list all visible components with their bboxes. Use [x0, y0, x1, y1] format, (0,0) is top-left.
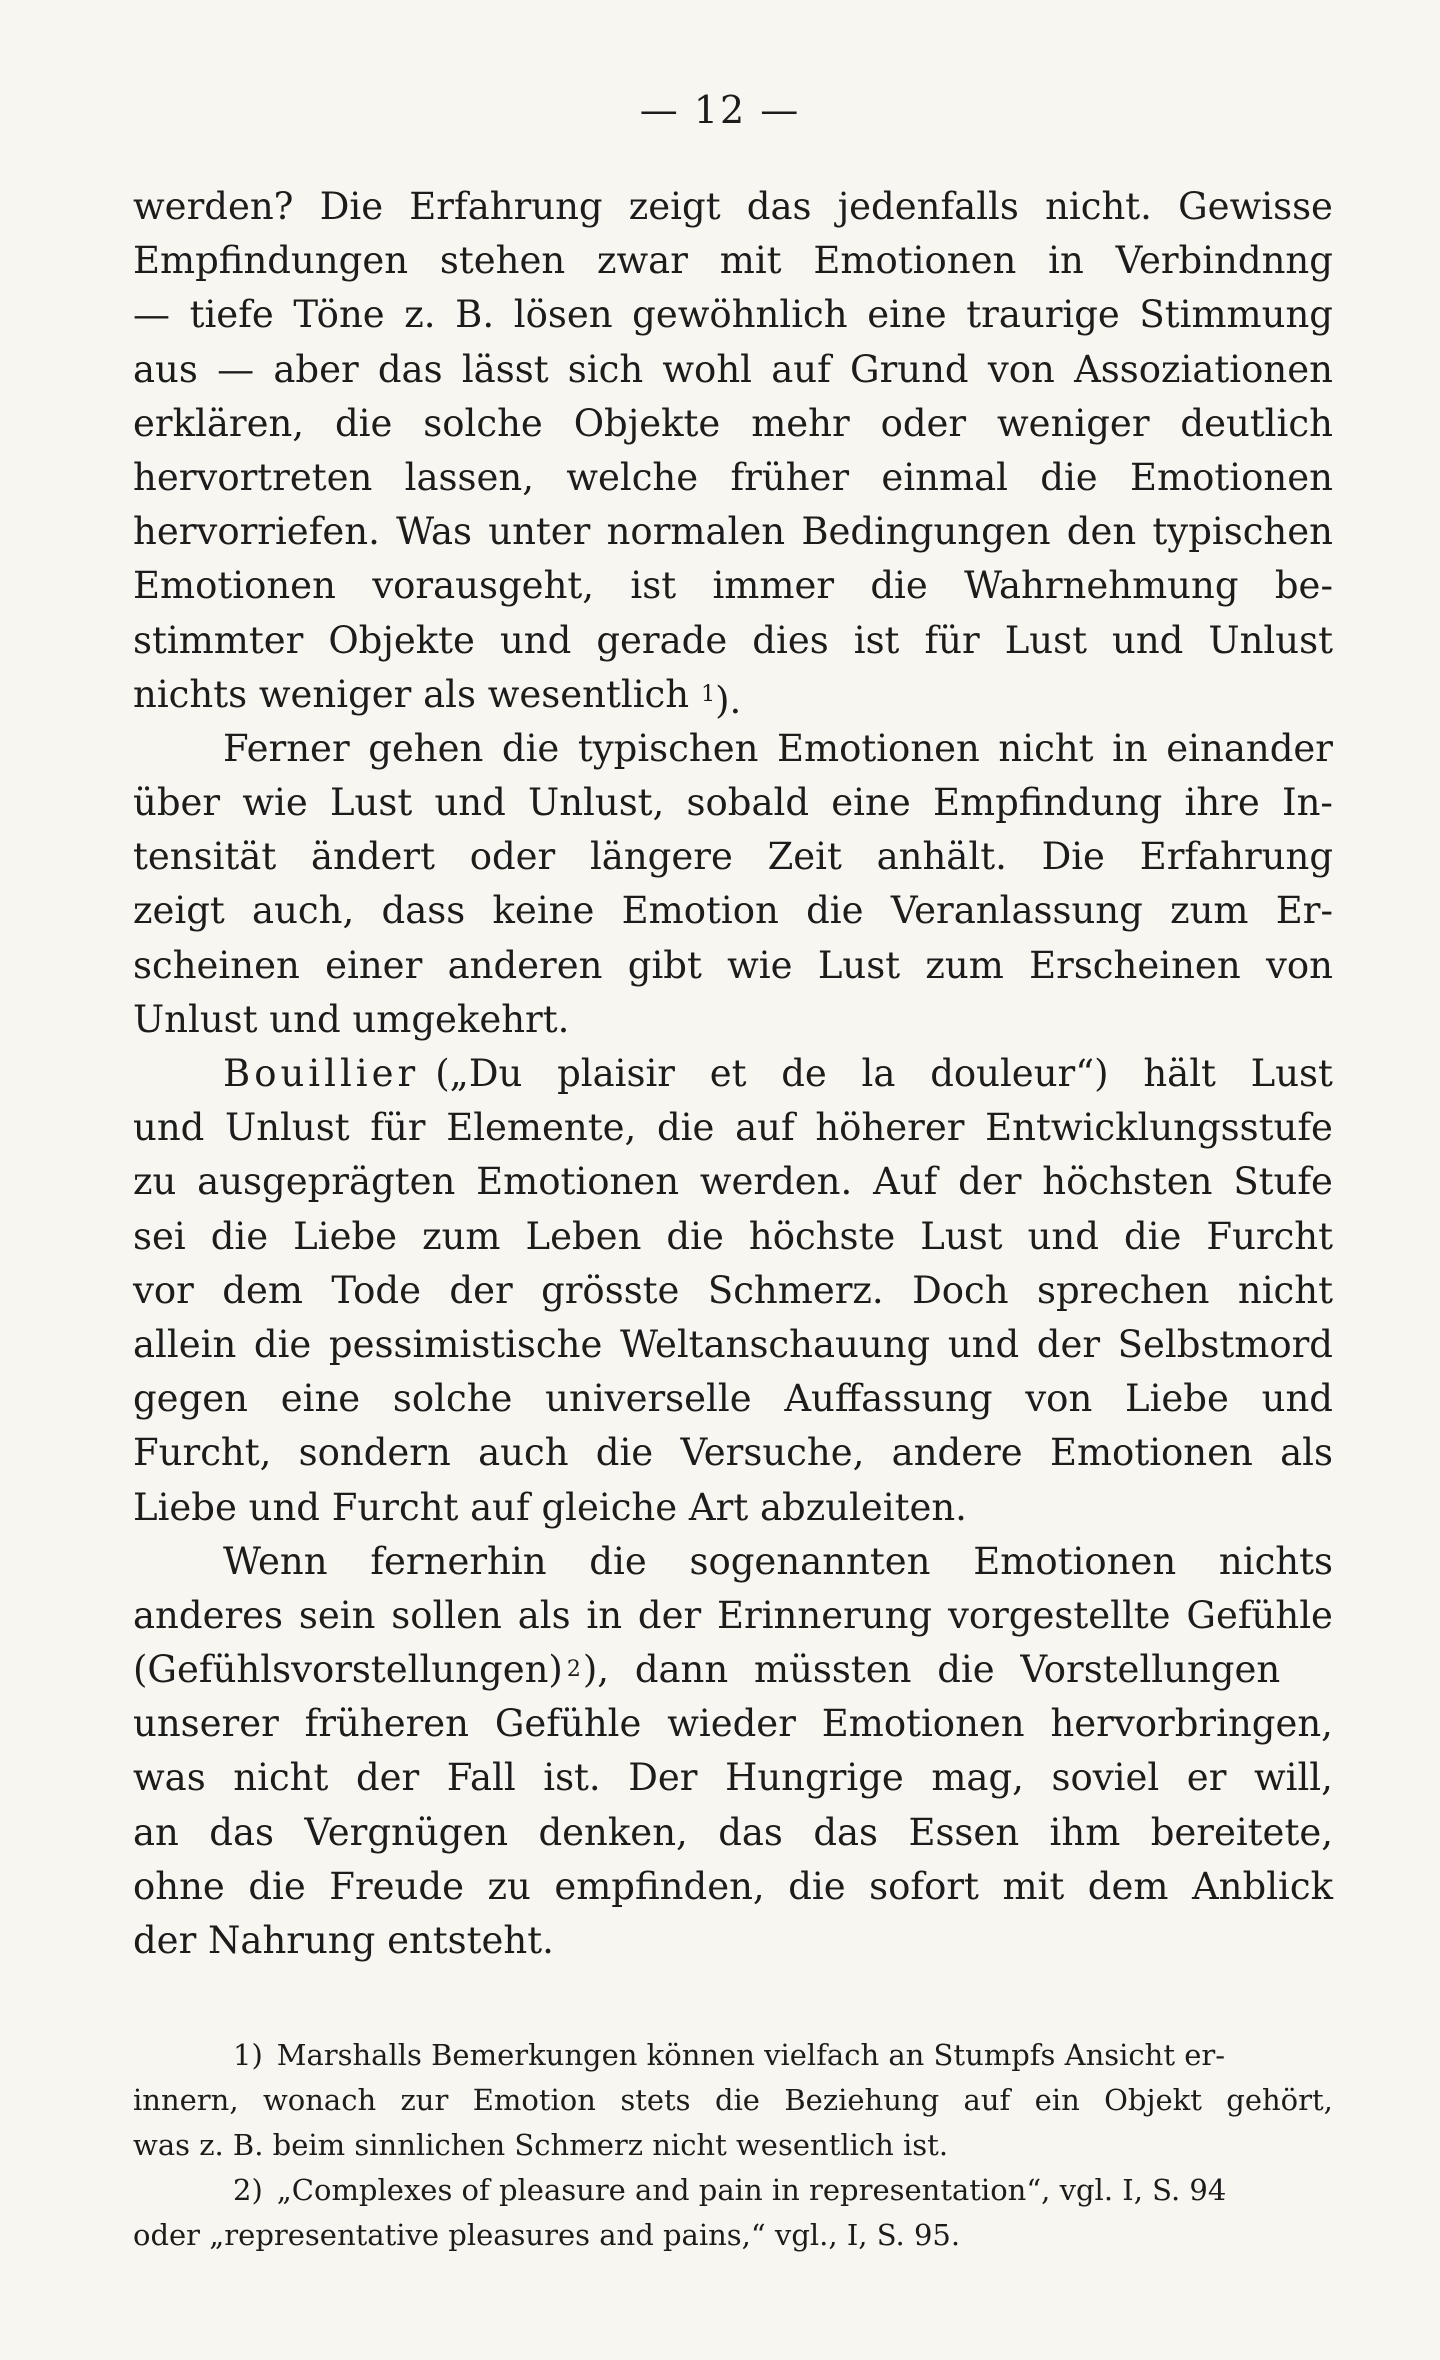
footnote-line	[133, 2213, 1333, 2258]
text-line: hervortreten lassen, welche früher einmal die Emotionen	[133, 455, 1333, 499]
text-line: anderes sein sollen als in der Erinnerung vorgestellte Gefühle	[133, 1593, 1333, 1637]
footnote-text: „Complexes of pleasure and pain in representation“, vgl. I, S. 94	[276, 2173, 1227, 2207]
footnote-marker: 1)	[233, 2038, 263, 2072]
footnote-line	[133, 2123, 1333, 2168]
line-text: nichts weniger als wesentlich	[133, 672, 690, 716]
footnote-ref-1	[701, 668, 741, 722]
text-line: aus — aber das lässt sich wohl auf Grund von Assoziationen	[133, 347, 1333, 391]
line-text: („Du plaisir et de la douleur“) hält Lust	[435, 1052, 1333, 1095]
text-line: — tiefe Töne z. B. lösen gewöhnlich eine traurige Stimmung	[133, 293, 1333, 337]
footnote-text: oder „representative pleasures and pains,“ vgl., I, S. 95.	[133, 2218, 961, 2252]
text-line: Emotionen vorausgeht, ist immer die Wahrnehmung be-	[133, 564, 1333, 608]
text-line: allein die pessimistische Weltanschauung und der Selbstmord	[133, 1322, 1333, 1366]
text-line: scheinen einer anderen gibt wie Lust zum Erscheinen von	[133, 943, 1333, 987]
line-tail: ).	[715, 678, 742, 722]
text-line: über wie Lust und Unlust, sobald eine Empfindung ihre In-	[133, 781, 1333, 825]
footnote-ref-2: 2	[566, 1657, 581, 1683]
text-line: werden? Die Erfahrung zeigt das jedenfalls nicht. Gewisse	[133, 185, 1333, 228]
text-line: Empfindungen stehen zwar mit Emotionen in Verbindnng	[133, 239, 1333, 283]
text-line: Wenn fernerhin die sogenannten Emotionen nichts	[223, 1539, 1333, 1583]
line-text: Liebe und Furcht auf gleiche Art abzuleiten.	[133, 1485, 967, 1529]
footnote-marker: 2)	[233, 2173, 263, 2207]
text-line: und Unlust für Elemente, die auf höherer Entwicklungsstufe	[133, 1106, 1333, 1150]
line-text: Unlust und umgekehrt.	[133, 997, 570, 1041]
line-text: der Nahrung entsteht.	[133, 1919, 554, 1962]
footnote-line: innern, wonach zur Emotion stets die Beziehung auf ein Objekt gehört,	[133, 2083, 1333, 2117]
text-line: ohne die Freude zu empfinden, die sofort mit dem Anblick	[133, 1864, 1333, 1908]
text-line: sei die Liebe zum Leben die höchste Lust und die Furcht	[133, 1214, 1333, 1258]
text-line: stimmter Objekte und gerade dies ist für Lust und Unlust	[133, 618, 1333, 662]
author-name: Bouillier	[223, 1052, 420, 1095]
footnote-2	[133, 2168, 1333, 2213]
page-number: — 12 —	[639, 88, 801, 132]
footnote-ref-number: 1	[701, 681, 716, 707]
text-line-last	[133, 1481, 1333, 1535]
text-line: gegen eine solche universelle Auffassung von Liebe und	[133, 1377, 1333, 1421]
main-text	[133, 180, 1333, 1968]
text-line: vor dem Tode der grösste Schmerz. Doch sprechen nicht	[133, 1268, 1333, 1312]
text-line: unserer früheren Gefühle wieder Emotionen hervorbringen,	[133, 1702, 1333, 1746]
text-line-last	[133, 993, 1333, 1047]
footnote-1	[133, 2033, 1333, 2078]
text-line: Ferner gehen die typischen Emotionen nicht in einander	[223, 726, 1333, 770]
line-text: (Gefühlsvorstellungen)	[133, 1648, 563, 1692]
text-line	[133, 1643, 1333, 1697]
text-line: was nicht der Fall ist. Der Hungrige mag, soviel er will,	[133, 1756, 1333, 1800]
text-line	[133, 1047, 1333, 1101]
text-line-last	[133, 668, 1333, 722]
text-line: erklären, die solche Objekte mehr oder weniger deutlich	[133, 401, 1333, 445]
text-line: zu ausgeprägten Emotionen werden. Auf der höchsten Stufe	[133, 1160, 1333, 1204]
text-line: hervorriefen. Was unter normalen Bedingungen den typischen	[133, 510, 1333, 554]
text-line-last	[133, 1914, 1333, 1968]
footnotes	[133, 2033, 1333, 2258]
text-line: an das Vergnügen denken, das das Essen ihm bereitete,	[133, 1810, 1333, 1854]
footnote-text: was z. B. beim sinnlichen Schmerz nicht wesentlich ist.	[133, 2128, 949, 2162]
text-line: zeigt auch, dass keine Emotion die Veranlassung zum Er-	[133, 889, 1333, 933]
text-line: Furcht, sondern auch die Versuche, andere Emotionen als	[133, 1431, 1333, 1475]
line-text: ), dann müssten die Vorstellungen	[582, 1648, 1281, 1692]
text-line: tensität ändert oder längere Zeit anhält. Die Erfahrung	[133, 835, 1333, 879]
footnote-text: Marshalls Bemerkungen können vielfach an Stumpfs Ansicht er-	[276, 2038, 1226, 2072]
